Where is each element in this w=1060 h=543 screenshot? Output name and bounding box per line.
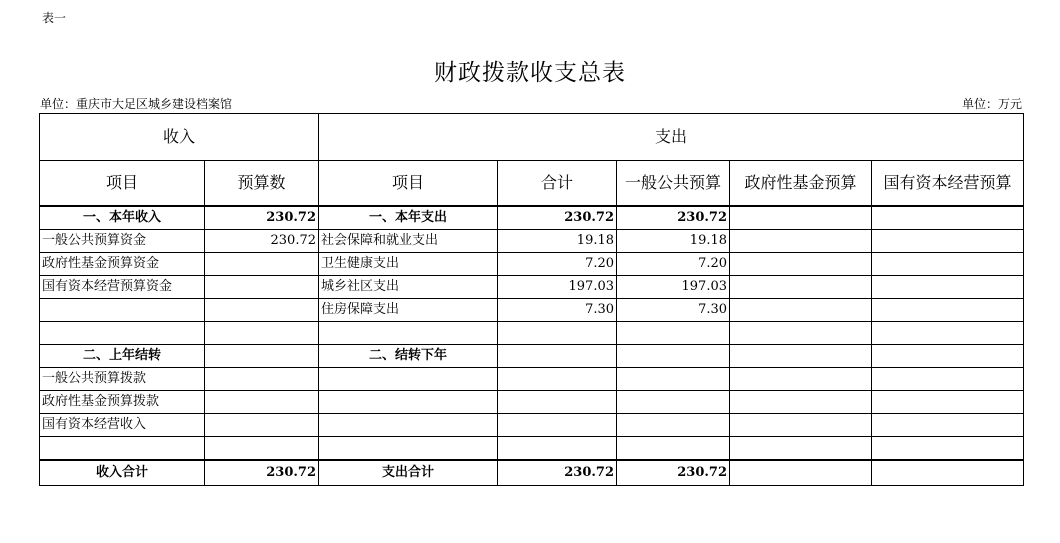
expense-item-cell (319, 391, 498, 414)
unit-organization: 单位：重庆市大足区城乡建设档案馆 (40, 97, 233, 111)
state-capital-cell (872, 253, 1024, 276)
header-general-budget: 一般公共预算 (617, 161, 730, 207)
general-budget-cell (617, 437, 730, 461)
income-item-cell (40, 437, 205, 461)
state-capital-cell (872, 276, 1024, 299)
table-row (40, 368, 1024, 391)
income-budget-cell (205, 299, 319, 322)
income-total-label: 收入合计 (40, 460, 205, 486)
general-budget-cell: 19.18 (617, 230, 730, 253)
header-row-columns (40, 161, 1024, 207)
header-income-item: 项目 (40, 161, 205, 207)
table-label: 表一 (42, 11, 67, 25)
expense-total-cell: 7.30 (498, 299, 617, 322)
gov-fund-cell (730, 206, 872, 230)
gov-fund-total (730, 460, 872, 486)
income-item-cell: 国有资本经营收入 (40, 414, 205, 437)
expense-total-value: 230.72 (498, 460, 617, 486)
income-item-cell (40, 299, 205, 322)
income-budget-cell (205, 368, 319, 391)
income-budget-cell (205, 253, 319, 276)
income-budget-cell (205, 322, 319, 345)
expense-item-cell: 社会保障和就业支出 (319, 230, 498, 253)
expense-item-cell: 卫生健康支出 (319, 253, 498, 276)
income-total-value: 230.72 (205, 460, 319, 486)
gov-fund-cell (730, 276, 872, 299)
header-income-budget: 预算数 (205, 161, 319, 207)
state-capital-cell (872, 345, 1024, 368)
gov-fund-cell (730, 414, 872, 437)
gov-fund-cell (730, 345, 872, 368)
expense-total-cell (498, 391, 617, 414)
header-gov-fund-budget: 政府性基金预算 (730, 161, 872, 207)
gov-fund-cell (730, 230, 872, 253)
unit-currency: 单位：万元 (961, 97, 1022, 111)
general-budget-cell: 7.30 (617, 299, 730, 322)
table-row (40, 414, 1024, 437)
general-budget-cell: 197.03 (617, 276, 730, 299)
state-capital-cell (872, 368, 1024, 391)
state-capital-cell (872, 230, 1024, 253)
income-budget-cell: 230.72 (205, 230, 319, 253)
header-expense-item: 项目 (319, 161, 498, 207)
total-row (40, 460, 1024, 486)
table-row (40, 299, 1024, 322)
expense-item-cell: 城乡社区支出 (319, 276, 498, 299)
expense-total-cell: 197.03 (498, 276, 617, 299)
expense-total-label: 支出合计 (319, 460, 498, 486)
expense-item-cell (319, 322, 498, 345)
general-budget-cell (617, 345, 730, 368)
general-budget-cell: 7.20 (617, 253, 730, 276)
income-budget-cell: 230.72 (205, 206, 319, 230)
expense-total-cell (498, 437, 617, 461)
gov-fund-cell (730, 322, 872, 345)
table-row (40, 276, 1024, 299)
table-row (40, 391, 1024, 414)
state-capital-cell (872, 414, 1024, 437)
general-budget-cell (617, 368, 730, 391)
income-budget-cell (205, 391, 319, 414)
expense-total-cell (498, 345, 617, 368)
budget-table (39, 113, 1024, 486)
expense-total-cell: 230.72 (498, 206, 617, 230)
expense-item-cell (319, 368, 498, 391)
table-row (40, 253, 1024, 276)
general-budget-cell (617, 322, 730, 345)
state-capital-total (872, 460, 1024, 486)
state-capital-cell (872, 322, 1024, 345)
income-budget-cell (205, 276, 319, 299)
state-capital-cell (872, 299, 1024, 322)
header-expense-total: 合计 (498, 161, 617, 207)
expense-item-cell (319, 437, 498, 461)
table-row (40, 230, 1024, 253)
expense-item-cell (319, 414, 498, 437)
expense-item-cell: 一、本年支出 (319, 206, 498, 230)
gov-fund-cell (730, 368, 872, 391)
income-item-cell: 政府性基金预算资金 (40, 253, 205, 276)
income-item-cell: 国有资本经营预算资金 (40, 276, 205, 299)
gov-fund-cell (730, 253, 872, 276)
expense-total-cell: 19.18 (498, 230, 617, 253)
general-budget-cell: 230.72 (617, 206, 730, 230)
gov-fund-cell (730, 299, 872, 322)
header-state-capital-budget: 国有资本经营预算 (872, 161, 1024, 207)
general-budget-cell (617, 391, 730, 414)
table-row (40, 206, 1024, 230)
general-budget-total: 230.72 (617, 460, 730, 486)
income-item-cell: 一般公共预算资金 (40, 230, 205, 253)
income-item-cell: 一般公共预算拨款 (40, 368, 205, 391)
income-budget-cell (205, 414, 319, 437)
table-row (40, 322, 1024, 345)
gov-fund-cell (730, 437, 872, 461)
state-capital-cell (872, 391, 1024, 414)
expense-item-cell: 住房保障支出 (319, 299, 498, 322)
general-budget-cell (617, 414, 730, 437)
expense-item-cell: 二、结转下年 (319, 345, 498, 368)
state-capital-cell (872, 206, 1024, 230)
income-item-cell (40, 322, 205, 345)
page-title: 财政拨款收支总表 (434, 60, 626, 86)
income-budget-cell (205, 345, 319, 368)
income-item-cell: 政府性基金预算拨款 (40, 391, 205, 414)
expense-total-cell: 7.20 (498, 253, 617, 276)
table-row (40, 345, 1024, 368)
header-income: 收入 (40, 114, 319, 161)
expense-total-cell (498, 322, 617, 345)
header-row-top (40, 114, 1024, 161)
gov-fund-cell (730, 391, 872, 414)
expense-total-cell (498, 368, 617, 391)
table-row (40, 437, 1024, 461)
income-budget-cell (205, 437, 319, 461)
expense-total-cell (498, 414, 617, 437)
income-item-cell: 二、上年结转 (40, 345, 205, 368)
state-capital-cell (872, 437, 1024, 461)
income-item-cell: 一、本年收入 (40, 206, 205, 230)
header-expense: 支出 (319, 114, 1024, 161)
